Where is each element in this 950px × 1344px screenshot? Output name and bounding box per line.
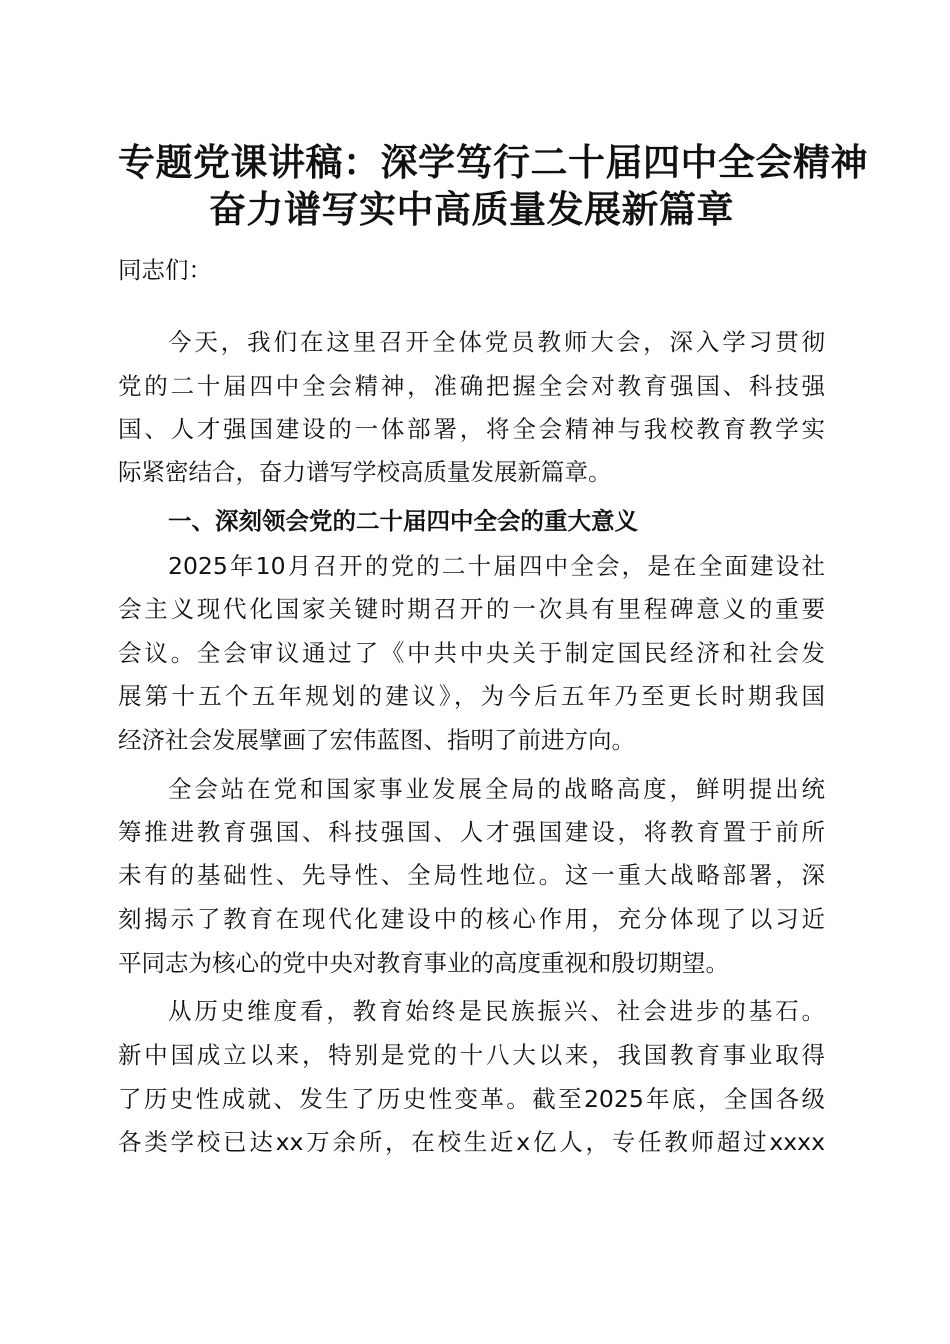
paragraph-2-line-1: 2025年10月召开的党的二十届四中全会，是在全面建设社 — [168, 552, 825, 580]
paragraph-3-line-4: 刻揭示了教育在现代化建设中的核心作用，充分体现了以习近 — [118, 905, 825, 933]
paragraph-2-line-5: 经济社会发展擘画了宏伟蓝图、指明了前进方向。 — [118, 726, 635, 754]
paragraph-1-line-2: 党的二十届四中全会精神，准确把握全会对教育强国、科技强 — [118, 372, 825, 400]
salutation: 同志们： — [118, 256, 212, 284]
paragraph-1-line-4: 际紧密结合，奋力谱写学校高质量发展新篇章。 — [118, 458, 612, 486]
paragraph-3-line-5: 平同志为核心的党中央对教育事业的高度重视和殷切期望。 — [118, 949, 729, 977]
paragraph-2-line-3: 会议。全会审议通过了《中共中央关于制定国民经济和社会发 — [118, 639, 825, 667]
paragraph-1-line-3: 国、人才强国建设的一体部署，将全会精神与我校教育教学实 — [118, 415, 825, 443]
paragraph-2-line-2: 会主义现代化国家关键时期召开的一次具有里程碑意义的重要 — [118, 595, 825, 623]
paragraph-4-line-1: 从历史维度看，教育始终是民族振兴、社会进步的基石。 — [168, 997, 825, 1025]
paragraph-4-line-3: 了历史性成就、发生了历史性变革。截至2025年底，全国各级 — [118, 1085, 825, 1113]
paragraph-4-line-4: 各类学校已达xx万余所，在校生近x亿人，专任教师超过xxxx — [118, 1128, 825, 1156]
document-title-line-1: 专题党课讲稿：深学笃行二十届四中全会精神 — [118, 140, 868, 184]
paragraph-3-line-1: 全会站在党和国家事业发展全局的战略高度，鲜明提出统 — [168, 775, 825, 803]
paragraph-4-line-2: 新中国成立以来，特别是党的十八大以来，我国教育事业取得 — [118, 1041, 825, 1069]
document-title-line-2: 奋力谱写实中高质量发展新篇章 — [209, 187, 734, 231]
paragraph-1-line-1: 今天，我们在这里召开全体党员教师大会，深入学习贯彻 — [168, 328, 825, 356]
section-heading-1: 一、深刻领会党的二十届四中全会的重大意义 — [168, 507, 638, 535]
paragraph-2-line-4: 展第十五个五年规划的建议》，为今后五年乃至更长时期我国 — [118, 682, 825, 710]
paragraph-3-line-3: 未有的基础性、先导性、全局性地位。这一重大战略部署，深 — [118, 861, 825, 889]
paragraph-3-line-2: 筹推进教育强国、科技强国、人才强国建设，将教育置于前所 — [118, 818, 825, 846]
